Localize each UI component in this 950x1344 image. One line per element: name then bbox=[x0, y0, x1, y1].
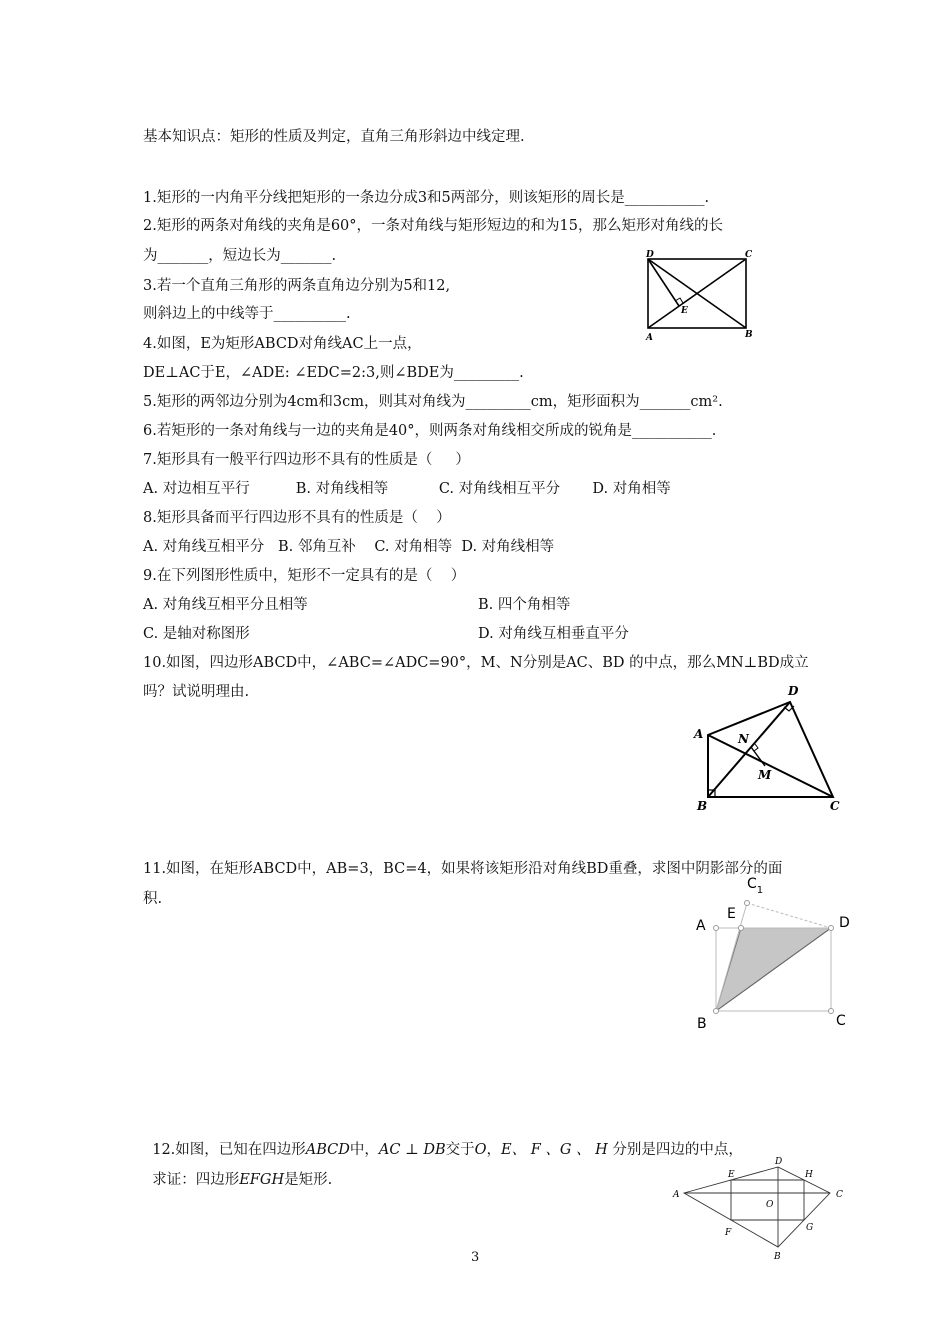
fig11-label-a: A bbox=[696, 918, 706, 934]
question-2-line1: 2.矩形的两条对角线的夹角是60°，一条对角线与矩形短边的和为15，那么矩形对角线的长 bbox=[143, 218, 723, 234]
fig12-label-d: D bbox=[775, 1157, 783, 1167]
fig11-label-e: E bbox=[727, 906, 736, 922]
question-4-line2: DE⊥AC于E，∠ADE: ∠EDC=2:3,则∠BDE为_________. bbox=[143, 365, 524, 381]
fig4-label-a: A bbox=[646, 333, 653, 343]
q12-text-5: 分别是四边的中点， bbox=[607, 1142, 743, 1158]
fig11-label-d: D bbox=[839, 915, 850, 931]
question-9: 9.在下列图形性质中，矩形不一定具有的是（ ） bbox=[143, 568, 466, 584]
q12-efgh-list: E、 F 、G 、 H bbox=[501, 1142, 608, 1158]
question-9-option-a: A. 对角线互相平分且相等 bbox=[143, 597, 308, 613]
fig4-label-d: D bbox=[646, 250, 654, 260]
intro-text: 基本知识点：矩形的性质及判定，直角三角形斜边中线定理. bbox=[143, 129, 525, 145]
q12-text-4: ， bbox=[486, 1142, 501, 1158]
fig12-label-o: O bbox=[766, 1200, 774, 1210]
fig12-label-e: E bbox=[728, 1170, 735, 1180]
fig10-label-a: A bbox=[694, 727, 704, 741]
question-3-line2: 则斜边上的中线等于__________. bbox=[143, 306, 351, 322]
q12-text-3: 交于 bbox=[445, 1142, 475, 1158]
fig11-label-c1-main: C bbox=[747, 876, 757, 892]
fig12-label-g: G bbox=[806, 1223, 814, 1233]
fig12-label-b: B bbox=[774, 1252, 781, 1262]
fig4-label-c: C bbox=[745, 250, 753, 260]
fig4-label-b: B bbox=[745, 330, 753, 340]
question-3-line1: 3.若一个直角三角形的两条直角边分别为5和12, bbox=[143, 278, 451, 294]
fig4-label-e: E bbox=[681, 306, 688, 316]
fig10-label-m: M bbox=[758, 768, 772, 782]
question-1: 1.矩形的一内角平分线把矩形的一条边分成3和5两部分，则该矩形的周长是___________. bbox=[143, 190, 710, 206]
fig12-label-c: C bbox=[836, 1190, 843, 1200]
q12-text-1: 12.如图，已知在四边形 bbox=[152, 1142, 306, 1158]
fig11-label-b: B bbox=[697, 1016, 707, 1032]
question-4-line1: 4.如图，E为矩形ABCD对角线AC上一点， bbox=[143, 336, 422, 352]
fig12-label-f: F bbox=[725, 1228, 732, 1238]
fig11-label-c1-sub: 1 bbox=[756, 885, 764, 896]
fig12-label-a: A bbox=[673, 1190, 680, 1200]
question-7-options: A. 对边相互平行 B. 对角线相等 C. 对角线相互平分 D. 对角相等 bbox=[143, 481, 671, 497]
q12-text-6: 求证：四边形 bbox=[152, 1172, 240, 1188]
question-10-line2: 吗？试说明理由. bbox=[143, 684, 250, 700]
fig10-label-n: N bbox=[738, 732, 749, 746]
fig11-label-c: C bbox=[836, 1013, 846, 1029]
fig10-label-b: B bbox=[697, 799, 708, 813]
fig10-label-c: C bbox=[830, 799, 840, 813]
question-9-option-b: B. 四个角相等 bbox=[478, 597, 571, 613]
q12-text-2: 中， bbox=[349, 1142, 379, 1158]
q12-o: O bbox=[474, 1142, 487, 1158]
page-number: 3 bbox=[471, 1250, 480, 1265]
fig10-label-d: D bbox=[788, 684, 799, 698]
q12-ac-perp-db: AC ⊥ DB bbox=[378, 1142, 446, 1158]
question-10-line1: 10.如图，四边形ABCD中，∠ABC=∠ADC=90°，M、N分别是AC、BD 的中点，那么MN⊥BD成立 bbox=[143, 655, 809, 671]
question-8-options: A. 对角线互相平分 B. 邻角互补 C. 对角相等 D. 对角线相等 bbox=[143, 539, 555, 555]
question-2-line2: 为_______，短边长为_______. bbox=[143, 248, 337, 264]
question-5: 5.矩形的两邻边分别为4cm和3cm，则其对角线为_________cm，矩形面积为_______cm². bbox=[143, 394, 723, 410]
fig12-label-h: H bbox=[805, 1170, 813, 1180]
question-11-line1: 11.如图，在矩形ABCD中，AB=3，BC=4，如果将该矩形沿对角线BD重叠，求图中阴影部分的面 bbox=[143, 861, 783, 877]
question-7: 7.矩形具有一般平行四边形不具有的性质是（ ） bbox=[143, 452, 470, 468]
question-11-line2: 积. bbox=[143, 891, 163, 907]
question-8: 8.矩形具备而平行四边形不具有的性质是（ ） bbox=[143, 510, 451, 526]
question-9-option-d: D. 对角线互相垂直平分 bbox=[478, 626, 629, 642]
q12-abcd: ABCD bbox=[305, 1142, 350, 1158]
q12-efgh: EFGH bbox=[239, 1172, 285, 1188]
question-6: 6.若矩形的一条对角线与一边的夹角是40°，则两条对角线相交所成的锐角是___________. bbox=[143, 423, 717, 439]
question-9-option-c: C. 是轴对称图形 bbox=[143, 626, 250, 642]
q12-text-7: 是矩形. bbox=[284, 1172, 333, 1188]
